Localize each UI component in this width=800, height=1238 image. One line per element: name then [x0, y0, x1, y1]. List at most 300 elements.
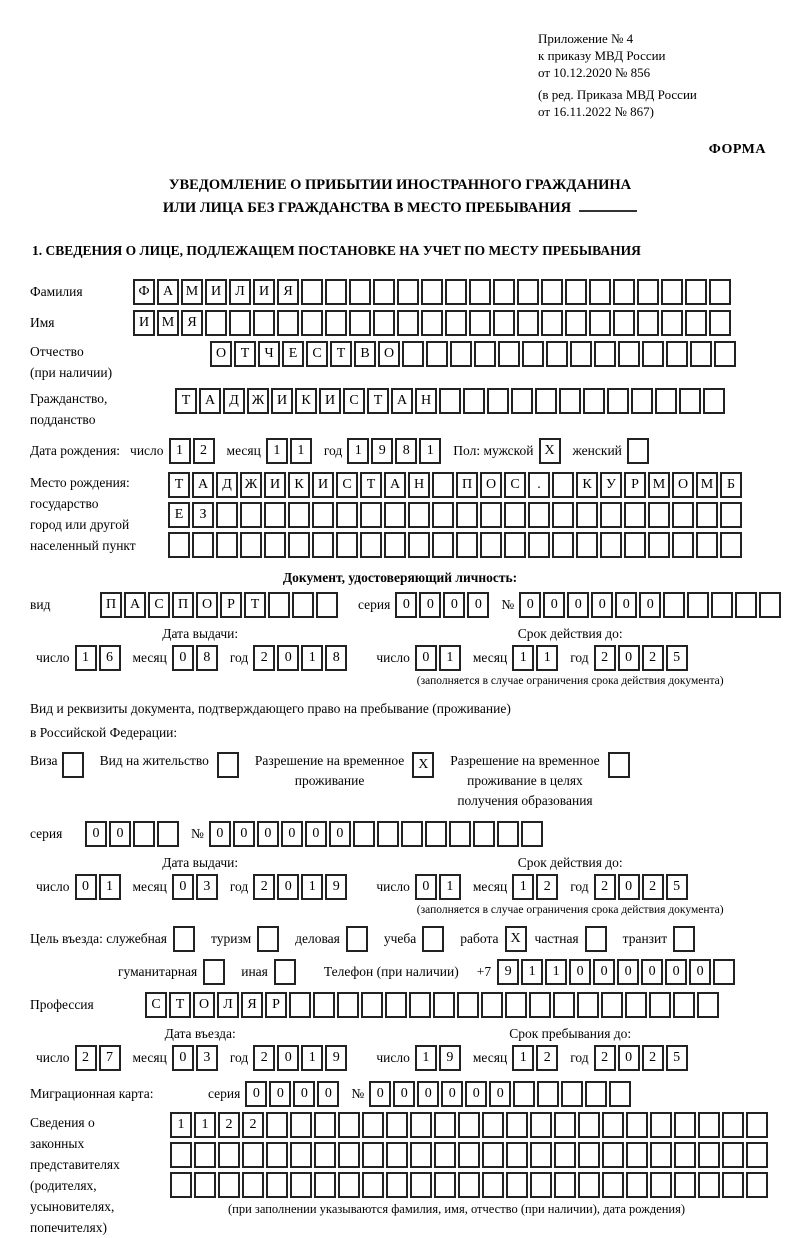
char-cell[interactable]	[168, 532, 190, 558]
char-cell[interactable]: Ж	[247, 388, 269, 414]
char-cell[interactable]	[313, 992, 335, 1018]
char-cell[interactable]	[506, 1112, 528, 1138]
char-cell[interactable]: 0	[689, 959, 711, 985]
char-cell[interactable]	[650, 1142, 672, 1168]
char-cell[interactable]	[173, 926, 195, 952]
char-cell[interactable]: 0	[465, 1081, 487, 1107]
char-cell[interactable]	[458, 1142, 480, 1168]
char-cell[interactable]: 1	[266, 438, 288, 464]
char-cell[interactable]	[703, 388, 725, 414]
char-cell[interactable]: 0	[665, 959, 687, 985]
char-cell[interactable]	[401, 821, 423, 847]
char-cell[interactable]: 0	[593, 959, 615, 985]
char-cell[interactable]	[663, 592, 685, 618]
char-cell[interactable]	[421, 279, 443, 305]
char-cell[interactable]	[469, 279, 491, 305]
char-cell[interactable]	[432, 502, 454, 528]
char-cell[interactable]	[722, 1112, 744, 1138]
char-cell[interactable]	[397, 310, 419, 336]
char-cell[interactable]	[314, 1142, 336, 1168]
char-cell[interactable]	[624, 532, 646, 558]
char-cell[interactable]	[445, 279, 467, 305]
char-cell[interactable]	[353, 821, 375, 847]
char-cell[interactable]: 0	[245, 1081, 267, 1107]
char-cell[interactable]	[290, 1112, 312, 1138]
char-cell[interactable]	[541, 310, 563, 336]
char-cell[interactable]	[618, 341, 640, 367]
char-cell[interactable]	[625, 992, 647, 1018]
char-cell[interactable]: Д	[223, 388, 245, 414]
char-cell[interactable]: Т	[244, 592, 266, 618]
char-cell[interactable]: А	[391, 388, 413, 414]
char-cell[interactable]	[218, 1172, 240, 1198]
char-cell[interactable]: 0	[172, 1045, 194, 1071]
char-cell[interactable]: 2	[218, 1112, 240, 1138]
char-cell[interactable]	[482, 1112, 504, 1138]
char-cell[interactable]	[373, 310, 395, 336]
char-cell[interactable]	[205, 310, 227, 336]
char-cell[interactable]: 0	[415, 874, 437, 900]
char-cell[interactable]	[192, 532, 214, 558]
char-cell[interactable]: 1	[545, 959, 567, 985]
char-cell[interactable]: 1	[439, 645, 461, 671]
char-cell[interactable]	[650, 1172, 672, 1198]
char-cell[interactable]: П	[172, 592, 194, 618]
char-cell[interactable]: 0	[369, 1081, 391, 1107]
char-cell[interactable]	[613, 279, 635, 305]
char-cell[interactable]	[655, 388, 677, 414]
char-cell[interactable]: И	[319, 388, 341, 414]
char-cell[interactable]: X	[412, 752, 434, 778]
char-cell[interactable]	[288, 502, 310, 528]
char-cell[interactable]	[290, 1142, 312, 1168]
char-cell[interactable]	[589, 279, 611, 305]
char-cell[interactable]	[517, 279, 539, 305]
char-cell[interactable]	[552, 532, 574, 558]
char-cell[interactable]	[585, 1081, 607, 1107]
char-cell[interactable]: 0	[617, 959, 639, 985]
char-cell[interactable]	[170, 1142, 192, 1168]
char-cell[interactable]	[602, 1142, 624, 1168]
char-cell[interactable]	[602, 1172, 624, 1198]
char-cell[interactable]	[589, 310, 611, 336]
char-cell[interactable]: Т	[367, 388, 389, 414]
char-cell[interactable]: Ж	[240, 472, 262, 498]
char-cell[interactable]	[253, 310, 275, 336]
char-cell[interactable]: Р	[265, 992, 287, 1018]
char-cell[interactable]: 0	[441, 1081, 463, 1107]
char-cell[interactable]: О	[672, 472, 694, 498]
char-cell[interactable]: Я	[181, 310, 203, 336]
char-cell[interactable]: С	[343, 388, 365, 414]
char-cell[interactable]	[240, 502, 262, 528]
char-cell[interactable]	[432, 532, 454, 558]
char-cell[interactable]: А	[384, 472, 406, 498]
char-cell[interactable]	[672, 532, 694, 558]
char-cell[interactable]	[720, 532, 742, 558]
char-cell[interactable]: Т	[168, 472, 190, 498]
char-cell[interactable]	[384, 532, 406, 558]
char-cell[interactable]	[469, 310, 491, 336]
char-cell[interactable]: 0	[615, 592, 637, 618]
char-cell[interactable]	[203, 959, 225, 985]
char-cell[interactable]	[268, 592, 290, 618]
char-cell[interactable]: И	[264, 472, 286, 498]
char-cell[interactable]	[528, 532, 550, 558]
char-cell[interactable]	[482, 1172, 504, 1198]
char-cell[interactable]	[277, 310, 299, 336]
char-cell[interactable]: И	[133, 310, 155, 336]
char-cell[interactable]	[674, 1172, 696, 1198]
char-cell[interactable]: 0	[209, 821, 231, 847]
char-cell[interactable]	[422, 926, 444, 952]
char-cell[interactable]	[722, 1172, 744, 1198]
char-cell[interactable]	[546, 341, 568, 367]
char-cell[interactable]	[685, 279, 707, 305]
char-cell[interactable]	[482, 1142, 504, 1168]
char-cell[interactable]: Л	[217, 992, 239, 1018]
char-cell[interactable]: 0	[277, 645, 299, 671]
char-cell[interactable]	[474, 341, 496, 367]
char-cell[interactable]	[687, 592, 709, 618]
char-cell[interactable]: 5	[666, 645, 688, 671]
char-cell[interactable]	[325, 279, 347, 305]
char-cell[interactable]	[170, 1172, 192, 1198]
char-cell[interactable]	[449, 821, 471, 847]
char-cell[interactable]: 9	[439, 1045, 461, 1071]
char-cell[interactable]	[608, 752, 630, 778]
char-cell[interactable]: С	[504, 472, 526, 498]
char-cell[interactable]	[609, 1081, 631, 1107]
char-cell[interactable]: 0	[467, 592, 489, 618]
char-cell[interactable]	[463, 388, 485, 414]
char-cell[interactable]	[432, 472, 454, 498]
char-cell[interactable]	[759, 592, 781, 618]
char-cell[interactable]: Т	[234, 341, 256, 367]
char-cell[interactable]: 3	[196, 874, 218, 900]
char-cell[interactable]	[626, 1142, 648, 1168]
char-cell[interactable]: Т	[175, 388, 197, 414]
char-cell[interactable]	[266, 1172, 288, 1198]
char-cell[interactable]: 2	[242, 1112, 264, 1138]
char-cell[interactable]	[600, 502, 622, 528]
char-cell[interactable]	[698, 1172, 720, 1198]
char-cell[interactable]	[266, 1112, 288, 1138]
char-cell[interactable]: 6	[99, 645, 121, 671]
char-cell[interactable]: Р	[624, 472, 646, 498]
char-cell[interactable]: Е	[168, 502, 190, 528]
char-cell[interactable]: С	[145, 992, 167, 1018]
char-cell[interactable]	[314, 1112, 336, 1138]
char-cell[interactable]	[264, 502, 286, 528]
char-cell[interactable]: 2	[253, 874, 275, 900]
char-cell[interactable]: О	[210, 341, 232, 367]
char-cell[interactable]	[325, 310, 347, 336]
char-cell[interactable]: О	[378, 341, 400, 367]
char-cell[interactable]: 0	[281, 821, 303, 847]
char-cell[interactable]: 0	[269, 1081, 291, 1107]
char-cell[interactable]	[274, 959, 296, 985]
char-cell[interactable]	[410, 1172, 432, 1198]
char-cell[interactable]: 0	[277, 874, 299, 900]
char-cell[interactable]	[458, 1112, 480, 1138]
char-cell[interactable]	[229, 310, 251, 336]
char-cell[interactable]	[433, 992, 455, 1018]
char-cell[interactable]: 0	[591, 592, 613, 618]
char-cell[interactable]	[530, 1112, 552, 1138]
char-cell[interactable]	[583, 388, 605, 414]
char-cell[interactable]	[578, 1112, 600, 1138]
char-cell[interactable]: З	[192, 502, 214, 528]
char-cell[interactable]	[709, 279, 731, 305]
char-cell[interactable]: 0	[618, 874, 640, 900]
char-cell[interactable]: А	[124, 592, 146, 618]
char-cell[interactable]: 0	[415, 645, 437, 671]
char-cell[interactable]: 1	[301, 645, 323, 671]
char-cell[interactable]: 0	[277, 1045, 299, 1071]
char-cell[interactable]	[537, 1081, 559, 1107]
char-cell[interactable]: 2	[642, 645, 664, 671]
char-cell[interactable]: 0	[543, 592, 565, 618]
char-cell[interactable]: 9	[371, 438, 393, 464]
char-cell[interactable]	[257, 926, 279, 952]
char-cell[interactable]: А	[192, 472, 214, 498]
char-cell[interactable]	[576, 502, 598, 528]
char-cell[interactable]: 0	[489, 1081, 511, 1107]
char-cell[interactable]	[338, 1112, 360, 1138]
char-cell[interactable]	[735, 592, 757, 618]
char-cell[interactable]: 0	[305, 821, 327, 847]
char-cell[interactable]: 0	[85, 821, 107, 847]
char-cell[interactable]	[290, 1172, 312, 1198]
char-cell[interactable]	[649, 992, 671, 1018]
char-cell[interactable]	[266, 1142, 288, 1168]
char-cell[interactable]	[373, 279, 395, 305]
char-cell[interactable]	[648, 532, 670, 558]
char-cell[interactable]	[385, 992, 407, 1018]
char-cell[interactable]: 1	[512, 874, 534, 900]
char-cell[interactable]: 5	[666, 1045, 688, 1071]
char-cell[interactable]	[554, 1112, 576, 1138]
char-cell[interactable]	[559, 388, 581, 414]
char-cell[interactable]: 2	[594, 645, 616, 671]
char-cell[interactable]: 2	[536, 874, 558, 900]
char-cell[interactable]: Р	[220, 592, 242, 618]
char-cell[interactable]	[530, 1172, 552, 1198]
char-cell[interactable]: 9	[497, 959, 519, 985]
char-cell[interactable]: 2	[253, 645, 275, 671]
char-cell[interactable]	[312, 502, 334, 528]
char-cell[interactable]: Т	[169, 992, 191, 1018]
char-cell[interactable]: С	[148, 592, 170, 618]
char-cell[interactable]	[552, 472, 574, 498]
char-cell[interactable]	[384, 502, 406, 528]
char-cell[interactable]	[386, 1142, 408, 1168]
char-cell[interactable]: 0	[75, 874, 97, 900]
char-cell[interactable]: 0	[172, 645, 194, 671]
char-cell[interactable]: 2	[642, 1045, 664, 1071]
char-cell[interactable]: 1	[415, 1045, 437, 1071]
char-cell[interactable]	[377, 821, 399, 847]
char-cell[interactable]	[402, 341, 424, 367]
char-cell[interactable]	[627, 438, 649, 464]
char-cell[interactable]: 0	[329, 821, 351, 847]
char-cell[interactable]	[637, 310, 659, 336]
char-cell[interactable]: Я	[277, 279, 299, 305]
char-cell[interactable]: С	[306, 341, 328, 367]
char-cell[interactable]	[713, 959, 735, 985]
char-cell[interactable]	[631, 388, 653, 414]
char-cell[interactable]: 1	[301, 1045, 323, 1071]
char-cell[interactable]	[602, 1112, 624, 1138]
char-cell[interactable]: 0	[567, 592, 589, 618]
char-cell[interactable]	[570, 341, 592, 367]
char-cell[interactable]	[666, 341, 688, 367]
char-cell[interactable]	[565, 310, 587, 336]
char-cell[interactable]	[746, 1142, 768, 1168]
char-cell[interactable]	[674, 1142, 696, 1168]
char-cell[interactable]: 0	[109, 821, 131, 847]
char-cell[interactable]	[312, 532, 334, 558]
char-cell[interactable]	[578, 1172, 600, 1198]
char-cell[interactable]	[673, 926, 695, 952]
char-cell[interactable]	[240, 532, 262, 558]
char-cell[interactable]: 1	[347, 438, 369, 464]
char-cell[interactable]: П	[456, 472, 478, 498]
char-cell[interactable]	[722, 1142, 744, 1168]
char-cell[interactable]: И	[312, 472, 334, 498]
char-cell[interactable]	[289, 992, 311, 1018]
char-cell[interactable]: И	[271, 388, 293, 414]
char-cell[interactable]: 0	[419, 592, 441, 618]
char-cell[interactable]	[506, 1172, 528, 1198]
char-cell[interactable]	[434, 1142, 456, 1168]
char-cell[interactable]	[301, 310, 323, 336]
char-cell[interactable]	[439, 388, 461, 414]
char-cell[interactable]	[386, 1172, 408, 1198]
char-cell[interactable]	[434, 1172, 456, 1198]
char-cell[interactable]: 1	[521, 959, 543, 985]
char-cell[interactable]: 8	[196, 645, 218, 671]
char-cell[interactable]: О	[480, 472, 502, 498]
char-cell[interactable]	[316, 592, 338, 618]
char-cell[interactable]	[601, 992, 623, 1018]
char-cell[interactable]	[696, 532, 718, 558]
char-cell[interactable]	[480, 502, 502, 528]
char-cell[interactable]: 2	[253, 1045, 275, 1071]
char-cell[interactable]	[487, 388, 509, 414]
char-cell[interactable]	[410, 1112, 432, 1138]
char-cell[interactable]: К	[295, 388, 317, 414]
char-cell[interactable]	[410, 1142, 432, 1168]
char-cell[interactable]	[336, 502, 358, 528]
char-cell[interactable]	[292, 592, 314, 618]
char-cell[interactable]	[497, 821, 519, 847]
char-cell[interactable]	[264, 532, 286, 558]
char-cell[interactable]: Е	[282, 341, 304, 367]
char-cell[interactable]: 0	[519, 592, 541, 618]
char-cell[interactable]: 0	[569, 959, 591, 985]
char-cell[interactable]	[397, 279, 419, 305]
char-cell[interactable]	[711, 592, 733, 618]
char-cell[interactable]: Ф	[133, 279, 155, 305]
char-cell[interactable]	[498, 341, 520, 367]
char-cell[interactable]	[242, 1142, 264, 1168]
char-cell[interactable]	[493, 279, 515, 305]
char-cell[interactable]	[314, 1172, 336, 1198]
char-cell[interactable]	[565, 279, 587, 305]
char-cell[interactable]	[552, 502, 574, 528]
char-cell[interactable]	[650, 1112, 672, 1138]
char-cell[interactable]	[714, 341, 736, 367]
char-cell[interactable]: В	[354, 341, 376, 367]
char-cell[interactable]: 0	[641, 959, 663, 985]
char-cell[interactable]: М	[648, 472, 670, 498]
char-cell[interactable]	[528, 502, 550, 528]
char-cell[interactable]	[425, 821, 447, 847]
char-cell[interactable]: Н	[415, 388, 437, 414]
char-cell[interactable]	[576, 532, 598, 558]
char-cell[interactable]	[301, 279, 323, 305]
char-cell[interactable]	[194, 1172, 216, 1198]
char-cell[interactable]	[696, 502, 718, 528]
char-cell[interactable]	[216, 532, 238, 558]
char-cell[interactable]	[661, 279, 683, 305]
char-cell[interactable]: Т	[330, 341, 352, 367]
char-cell[interactable]	[434, 1112, 456, 1138]
char-cell[interactable]: Б	[720, 472, 742, 498]
char-cell[interactable]	[522, 341, 544, 367]
char-cell[interactable]	[578, 1142, 600, 1168]
char-cell[interactable]: 9	[325, 1045, 347, 1071]
char-cell[interactable]	[218, 1142, 240, 1168]
char-cell[interactable]	[513, 1081, 535, 1107]
char-cell[interactable]: X	[505, 926, 527, 952]
char-cell[interactable]: О	[196, 592, 218, 618]
char-cell[interactable]: 0	[233, 821, 255, 847]
char-cell[interactable]: 2	[642, 874, 664, 900]
char-cell[interactable]: 2	[594, 1045, 616, 1071]
char-cell[interactable]: Ч	[258, 341, 280, 367]
char-cell[interactable]: 0	[293, 1081, 315, 1107]
char-cell[interactable]	[535, 388, 557, 414]
char-cell[interactable]: 1	[512, 1045, 534, 1071]
char-cell[interactable]	[408, 502, 430, 528]
char-cell[interactable]: И	[205, 279, 227, 305]
char-cell[interactable]	[480, 532, 502, 558]
char-cell[interactable]: 1	[169, 438, 191, 464]
char-cell[interactable]: У	[600, 472, 622, 498]
char-cell[interactable]	[661, 310, 683, 336]
char-cell[interactable]	[336, 532, 358, 558]
char-cell[interactable]	[600, 532, 622, 558]
char-cell[interactable]	[338, 1142, 360, 1168]
char-cell[interactable]	[505, 992, 527, 1018]
char-cell[interactable]: О	[193, 992, 215, 1018]
char-cell[interactable]: 1	[194, 1112, 216, 1138]
char-cell[interactable]: А	[157, 279, 179, 305]
char-cell[interactable]	[554, 1172, 576, 1198]
char-cell[interactable]	[216, 502, 238, 528]
char-cell[interactable]	[709, 310, 731, 336]
char-cell[interactable]	[217, 752, 239, 778]
char-cell[interactable]	[194, 1142, 216, 1168]
char-cell[interactable]: К	[576, 472, 598, 498]
char-cell[interactable]: 1	[301, 874, 323, 900]
char-cell[interactable]: 0	[257, 821, 279, 847]
char-cell[interactable]	[530, 1142, 552, 1168]
char-cell[interactable]: 0	[639, 592, 661, 618]
